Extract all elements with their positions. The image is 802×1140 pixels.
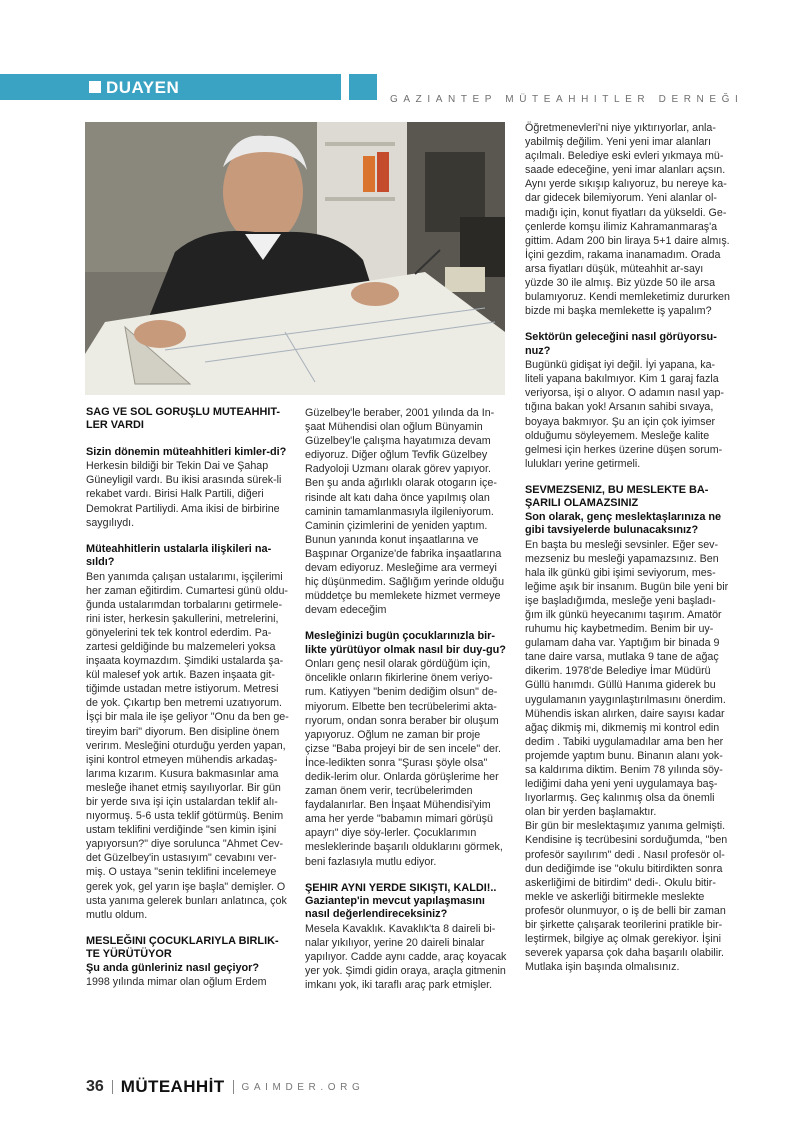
portrait-photo	[85, 122, 505, 395]
publication-title: GAZIANTEP MÜTEAHHITLER DERNEĞI	[390, 94, 744, 105]
paragraph: Herkesin bildiği bir Tekin Dai ve Şahap Güneyligil vardı. Bu ikisi arasında sürek-li rekabet vardı. Birisi Halk Partili, diğeri Demokrat Partiliydi. Ama ikisi de birbirine saygılıydı.	[86, 460, 282, 529]
section-tag: DUAYEN	[106, 78, 180, 97]
paragraph: 1998 yılında mimar olan oğlum Erdem	[86, 976, 267, 989]
footer-divider	[112, 1080, 113, 1094]
interview-question: Müteahhitlerin ustalarla ilişkileri na-sıldı?	[86, 542, 272, 569]
header-accent-block	[349, 74, 377, 100]
section-heading: SAG VE SOL GORUŞLU MUTEAHHIT-LER VARDI	[86, 406, 281, 432]
interview-question: Mesleğinizi bugün çocuklarınızla bir-likte yürütüyor olmak nasıl bir duy-gu?	[305, 630, 506, 656]
website-url: GAIMDER.ORG	[241, 1081, 365, 1093]
paragraph: Ben yanımda çalışan ustalarımı, işçilerimi her zaman eğitirdim. Cumartesi günü oldu-ğunda ustalarımdan torbalarını getirmele-rini ister, herkesin şakullerini, metrelerini, gönyelerini tek tek kontrol ederdim. Pa-zartesi geldiğinde bu malzemeleri yoksa inşaata koymazdım. Şimdiki ustalarda şa-kül malesef yok artık. Bazen inşaata git-tiğimde ustadan metre istiyorum. Metresi de yok. Çıkartıp ben metremi uzatıyorum. İşçi bir mala ile işe geliyor "Onu da ben ge-tireyim bari" diyorum. Ben disipline önem verirım. Mesleğini oturduğu yerden yapan, işini kontrol etmeyen mühendis arkadaş-larıma kızarım. Kusura bakmasınlar ama mesleğe ihanet etmiş sayılıyorlar. Bir gün bir yerde sıva işi için ustalardan teklif alı-nıyormuş. 5-6 usta teklif götürmüş. Benim ustam teklifini verdiğinde "sen kimin işini yapıyorsun?" diye sorulunca "Ahmet Cev-det Güzelbey'in ustasıyım" cevabını ver-miş. O ustaya "senin teklifini incelemeye gerek yok, gel yarın işe başla" demişler. O usta yanıma gelerek bunları anlatınca, çok mutlu oldum.	[86, 570, 289, 921]
interview-question: Son olarak, genç meslektaşlarınıza ne gibi tavsiyelerde bulunacaksınız?	[525, 510, 722, 537]
footer-divider	[233, 1080, 234, 1094]
magazine-name: MÜTEAHHİT	[120, 1077, 225, 1096]
paragraph: Mesela Kavaklık. Kavaklık'ta 8 daireli bi-nalar yıkılıyor, yerine 20 daireli binalar yapılıyor. Cadde aynı cadde, araç koyacak yer yok. Şimdi gidin oraya, araçla gitmenin imkanı yok, iki taraflı araç park etmişler.	[305, 922, 507, 992]
interview-question: Gaziantep'in mevcut yapılaşmasını nasıl değerlendireceksiniz?	[305, 895, 485, 921]
page-footer	[86, 1077, 364, 1097]
paragraph: Bir gün bir meslektaşımız yanıma gelmişti. Kendisine iş tecrübesini sorduğumda, "ben profesör sayılırım" dedi . Nasıl profesör ol-dun dediğimde ise "okulu bitirdikten sonra askerliğimi de bitirdim" dedi-. Okulu bitir-mekle ve askerliği bitirmekle meslekte profesör olunmuyor, o iş de belli bir zaman bir şirkette çalışarak teorilerini pratikle bir-leştirmek, bilgiye aç olmak gerekiyor. İşini severek yaparsa çok daha başarılı olabilir. Mutlaka işin başında olmalısınız.	[525, 820, 728, 974]
square-icon	[89, 81, 101, 93]
portrait-photo-image	[85, 122, 505, 395]
paragraph: Güzelbey'le beraber, 2001 yılında da In-şaat Mühendisi olan oğlum Bünyamin Güzelbey'le çalışma hayatımıza devam ediyoruz. Diğer oğlum Tevfik Güzelbey Radyoloji Uzmanı olarak görev yapıyor. Ben şu anda ağırlıklı olarak otogarın içe-risinde alt katı daha önce yapılmış olan caminin tamamlanmasıyla ilgileniyorum. Caminin çizimlerini de yeniden yaptım. Bunun yanında konut inşaatlarına ve Başpınar Organize'de fabrika inşaatlarına devam ediyoruz. Mesleğime ara vermeyi hiç düşünmedim. Sağlığım yerinde olduğu müddetçe bu memlekete hizmet vermeye devam edeceğim	[305, 407, 505, 617]
section-heading: MESLEĞINI ÇOCUKLARIYLA BIRLIK-TE YÜRÜTÜYOR	[86, 934, 279, 961]
interview-question: Sizin dönemin müteahhitleri kimler-di?	[86, 445, 287, 458]
article-column-3	[525, 121, 730, 974]
paragraph: Bugünkü gidişat iyi değil. İyi yapana, ka-liteli yapana bakılmıyor. Kim 1 garaj fazla veriyorsa, işi o alıyor. O adamın nasıl yap-tığına bakan yok! Arsanın sahibi sıvaya, boyaya bakmıyor. Şu an için çok iyimser olduğumu söyleyemem. Mesleğe kalite gelmesi için herkes üzerine düşen sorum-lulukları yerine getirmeli.	[525, 359, 724, 470]
paragraph: Onları genç nesil olarak gördüğüm için, öncelikle onların fikirlerine önem veriyo-rum. Katiyyen "benim dediğim olsun" de-miyorum. Elbette ben tecrübelerimi akta-rıyorum, ondan sonra beraber bir oluşum yapıyoruz. Oğlum ne zaman bir proje çizse "Baba projeyi bir de sen incele" der. İnce-ledikten sonra "Şurası şöyle olsa" dedik-lerim olur. Onlarda görüşlerime her zaman önem verir, tecrübelerimden faydalanırlar. Ben İnşaat Mühendisi'yim ama her yerde "babamın mimari görüşü apayrı" diye söy-lerler. Çocuklarımın mesleklerinde başarılı olduklarını görmek, beni fazlasıyla mutlu ediyor.	[305, 658, 503, 868]
section-heading: ŞEHIR AYNI YERDE SIKIŞTI, KALDI!..	[305, 881, 497, 894]
page-number: 36	[86, 1078, 104, 1095]
section-heading: SEVMEZSENIZ, BU MESLEKTE BA-ŞARILI OLAMAZSINIZ	[525, 483, 709, 510]
paragraph: En başta bu mesleği sevsinler. Eğer sev-mezseniz bu mesleği yapamazsınız. Ben hala ilk günkü gibi işimi seviyorum, mes-leğime aşık bir insanım. Bugün bile yeni bir işe başladığımda, mesleğe yeni başladı-ğım ilk günkü heyecanımı taşırım. Amatör ruhumu hiç kaybetmedim. Benim bir uy-gulamam daha var. Yaptığım bir binada 9 tane daire varsa, mutlaka 9 tane de ağaç dikerim. 1978'de Belediye İmar Müdürü Güllü hanımdı. Güllü Hanıma giderek bu uygulamanın yaygınlaştırılmasını önerdim. Mühendis iskan alırken, daire sayısı kadar ağaç dikmiş mi, dikmemiş mi kontrol edin dedim . Tabiki uygulamadılar ama ben her projemde yaptım bunu. Binanın alanı yok-sa kaldırıma diktim. Benim 78 yılında söy-lediğimi daha yeni yeni uygulamaya baş-lıyorlarmış. Geç kalınmış olsa da önemli olan bir yerden başlamaktır.	[525, 538, 729, 819]
article-column-1	[86, 406, 291, 989]
interview-question: Sektörün geleceğini nasıl görüyorsu-nuz?	[525, 331, 717, 357]
interview-question: Şu anda günleriniz nasıl geçiyor?	[86, 961, 260, 974]
paragraph: Öğretmenevleri'ni niye yıktırıyorlar, anla-yabilmiş değilim. Yeni yeni imar alanları açılmalı. Belediye eski evleri yıkmaya mü-saade edeceğine, yeni imar alanları açsın. Aynı yerde sıkışıp kalıyoruz, bu nereye ka-dar gidecek bilemiyorum. Yeni alanlar ol-madığı için, konut fiyatları da yükseldi. Ge-çenlerde komşu ilimiz Kahramanmaraş'a gittim. Adam 200 bin liraya 5+1 daire almış. İçini gezdim, rakama inanamadım. Orada arsa fiyatları düşük, müteahhit ar-sayı yüzde 30 ile almış. Biz yüzde 50 ile arsa bulamıyoruz. Kendi memleketimiz dururken bizde mi başka memlekette iş yapalım?	[525, 122, 730, 318]
article-column-2	[305, 406, 507, 992]
